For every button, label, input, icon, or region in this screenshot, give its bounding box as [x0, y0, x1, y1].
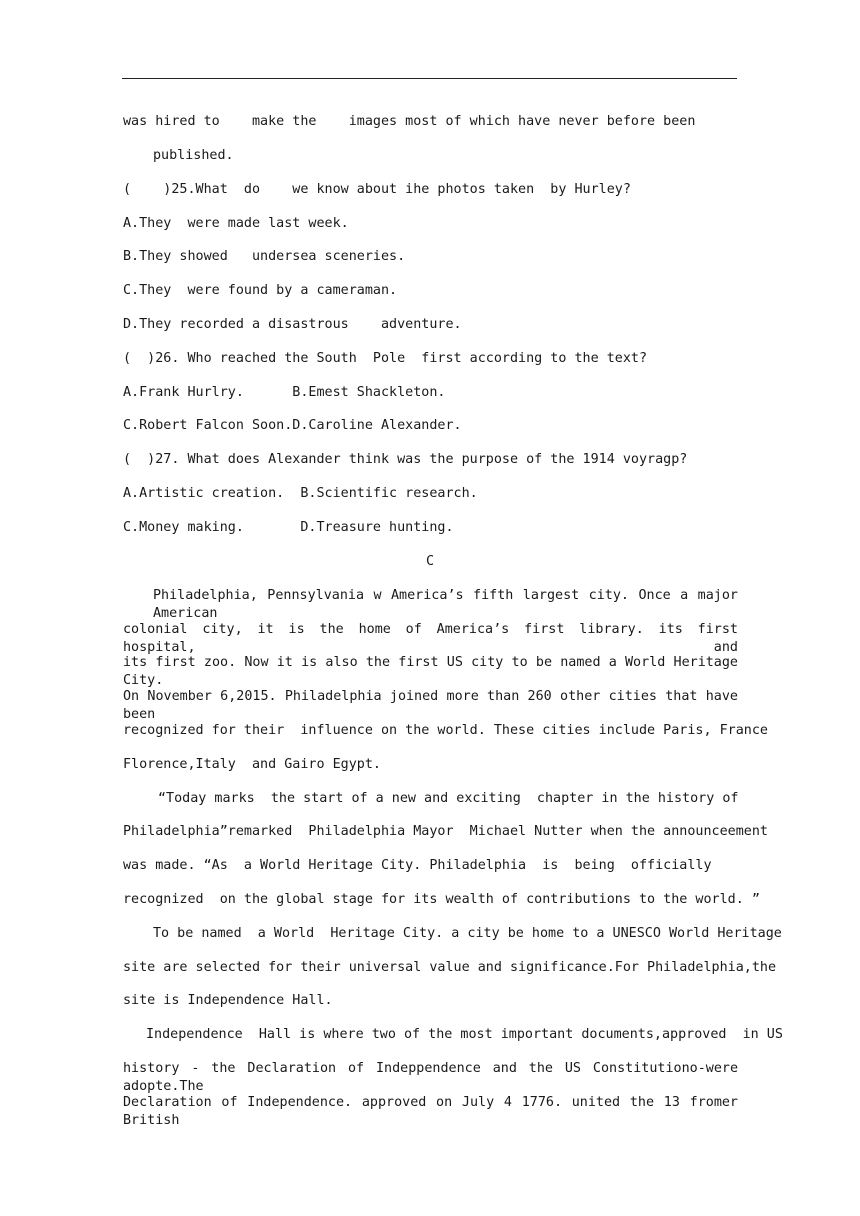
- paragraph-line: history - the Declaration of Indeppendence and the US Constitutiono-were adopte.The: [123, 1061, 738, 1094]
- paragraph-line: recognized for their influence on the world. These cities include Paris, France: [123, 723, 768, 738]
- question-26: ( )26. Who reached the South Pole first according to the text?: [123, 351, 648, 366]
- paragraph-line: To be named a World Heritage City. a city be home to a UNESCO World Heritage: [153, 926, 782, 941]
- text-line: published.: [153, 148, 234, 163]
- question-27: ( )27. What does Alexander think was the purpose of the 1914 voyragp?: [123, 452, 688, 467]
- text-line: was hired to make the images most of which have never before been: [123, 114, 696, 129]
- option-d: D.They recorded a disastrous adventure.: [123, 317, 462, 332]
- options-cd: C.Money making. D.Treasure hunting.: [123, 520, 454, 535]
- options-cd: C.Robert Falcon Soon.D.Caroline Alexander.: [123, 418, 462, 433]
- paragraph-line: its first zoo. Now it is also the first US city to be named a World Heritage City.: [123, 655, 738, 688]
- option-b: B.They showed undersea sceneries.: [123, 249, 406, 264]
- question-25: ( )25.What do we know about ihe photos taken by Hurley?: [123, 182, 631, 197]
- paragraph-line: site is Independence Hall.: [123, 993, 333, 1008]
- paragraph-line: “Today marks the start of a new and exciting chapter in the history of: [158, 791, 739, 806]
- options-ab: A.Frank Hurlry. B.Emest Shackleton.: [123, 385, 446, 400]
- paragraph-line: colonial city, it is the home of America’s first library. its first hospital, and: [123, 622, 738, 655]
- paragraph-line: was made. “As a World Heritage City. Philadelphia is being officially: [123, 858, 712, 873]
- paragraph-line: recognized on the global stage for its wealth of contributions to the world. ”: [123, 892, 760, 907]
- header-rule: [122, 78, 737, 79]
- options-ab: A.Artistic creation. B.Scientific research.: [123, 486, 478, 501]
- paragraph-line: Philadelphia, Pennsylvania w America’s fifth largest city. Once a major American: [153, 588, 738, 621]
- option-a: A.They were made last week.: [123, 216, 349, 231]
- paragraph-line: On November 6,2015. Philadelphia joined more than 260 other cities that have been: [123, 689, 738, 722]
- paragraph-line: Declaration of Independence. approved on July 4 1776. united the 13 fromer British: [123, 1095, 738, 1128]
- paragraph-line: Florence,Italy and Gairo Egypt.: [123, 757, 381, 772]
- option-c: C.They were found by a cameraman.: [123, 283, 398, 298]
- paragraph-line: site are selected for their universal value and significance.For Philadelphia,the: [123, 960, 777, 975]
- section-heading: C: [425, 554, 435, 569]
- paragraph-line: Philadelphia”remarked Philadelphia Mayor Michael Nutter when the announceement: [123, 824, 768, 839]
- paragraph-line: Independence Hall is where two of the most important documents,approved in US: [146, 1027, 783, 1042]
